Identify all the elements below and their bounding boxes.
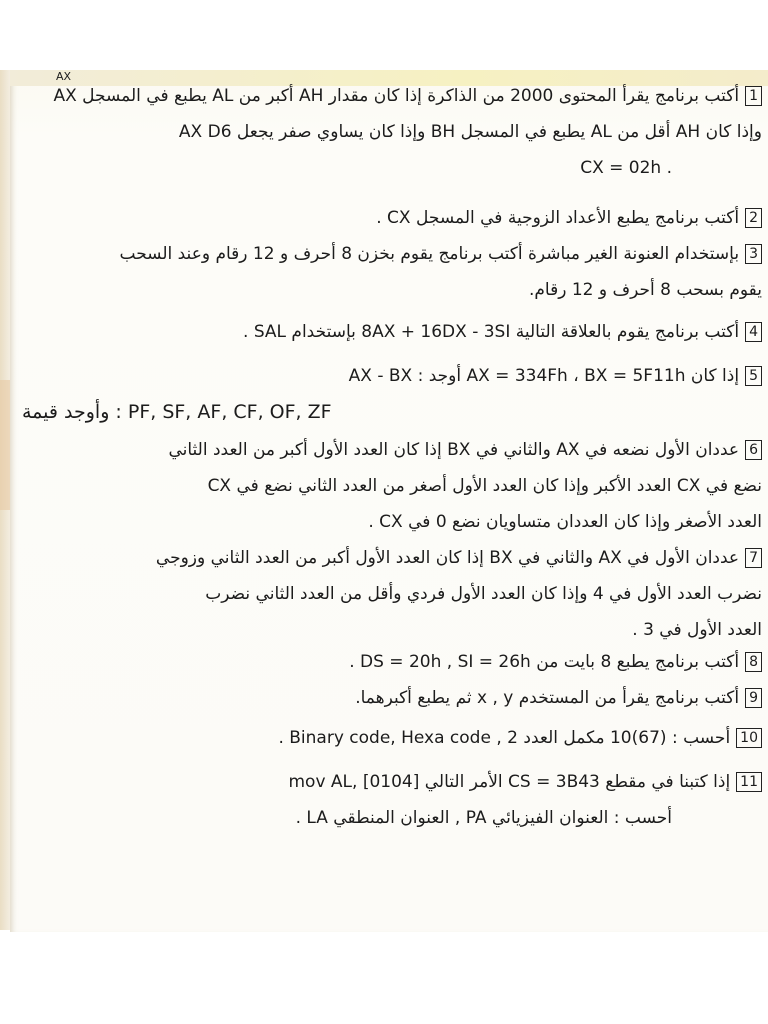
question-11-line-1 <box>22 764 762 800</box>
question-text: عددان الأول في AX والثاني في BX إذا كان العدد الأول أكبر من العدد الثاني وزوجي <box>155 548 740 568</box>
question-7 <box>22 540 762 648</box>
question-10-line-1 <box>22 720 762 756</box>
question-5-line-1 <box>22 358 762 394</box>
question-number: 9 <box>745 688 762 708</box>
question-1-line-3: . CX = 02h <box>580 158 672 178</box>
question-5-line-2: وأوجد قيمة : PF, SF, AF, CF, OF, ZF <box>22 401 332 423</box>
question-6 <box>22 432 762 540</box>
question-text: أكتب برنامج يقرأ المحتوى 2000 من الذاكرة إذا كان مقدار AH أكبر من AL يطبع في المسجل AX <box>53 86 740 106</box>
paper-edge-strip <box>0 380 10 510</box>
question-8 <box>22 644 762 680</box>
question-text: أكتب برنامج يقرأ من المستخدم x , y ثم يطبع أكبرهما. <box>355 688 740 708</box>
question-number: 2 <box>745 208 762 228</box>
question-6-line-1 <box>22 432 762 468</box>
question-7-line-1 <box>22 540 762 576</box>
q1-annotation: AX <box>56 70 72 83</box>
question-4 <box>22 314 762 350</box>
question-7-line-3: العدد الأول في 3 . <box>632 620 762 640</box>
question-3 <box>22 236 762 308</box>
question-text: إذا كتبنا في مقطع CS = 3B43 الأمر التالي mov AL, [0104] <box>288 772 731 792</box>
question-10 <box>22 720 762 756</box>
question-1-line-1 <box>22 78 762 114</box>
question-3-line-2: يقوم بسحب 8 أحرف و 12 رقام. <box>529 280 762 300</box>
exercise-list <box>22 70 762 924</box>
question-number: 7 <box>745 548 762 568</box>
question-11 <box>22 764 762 836</box>
question-number: 10 <box>736 728 762 748</box>
question-text: عددان الأول نضعه في AX والثاني في BX إذا كان العدد الأول أكبر من العدد الثاني <box>168 440 740 460</box>
question-6-line-3: العدد الأصغر وإذا كان العددان متساويان نضع 0 في CX . <box>368 512 762 532</box>
question-1 <box>22 78 762 186</box>
question-text: أحسب : (67)10 مكمل العدد 2 , Binary code, Hexa code . <box>278 728 731 748</box>
question-7-line-2: نضرب العدد الأول في 4 وإذا كان العدد الأول فردي وأقل من العدد الثاني نضرب <box>205 584 762 604</box>
question-number: 11 <box>736 772 762 792</box>
question-8-line-1 <box>22 644 762 680</box>
question-2 <box>22 200 762 236</box>
question-9-line-1 <box>22 680 762 716</box>
question-text: أكتب برنامج يطبع الأعداد الزوجية في المسجل CX . <box>376 208 740 228</box>
question-text: أكتب برنامج يطبع 8 بايت من DS = 20h , SI = 26h . <box>349 652 740 672</box>
question-number: 8 <box>745 652 762 672</box>
question-11-line-2: أحسب : العنوان الفيزيائي PA , العنوان المنطقي LA . <box>295 808 672 828</box>
question-number: 4 <box>745 322 762 342</box>
question-9 <box>22 680 762 716</box>
question-number: 5 <box>745 366 762 386</box>
question-1-line-2: وإذا كان AH أقل من AL يطبع في المسجل BH وإذا كان يساوي صفر يجعل AX D6 <box>178 122 762 142</box>
question-text: إذا كان AX = 334Fh ، BX = 5F11h أوجد : AX - BX <box>348 366 740 386</box>
question-number: 3 <box>745 244 762 264</box>
question-2-line-1 <box>22 200 762 236</box>
question-text: بإستخدام العنونة الغير مباشرة أكتب برنامج يقوم بخزن 8 أحرف و 12 رقام وعند السحب <box>119 244 740 264</box>
question-4-line-1 <box>22 314 762 350</box>
question-number: 6 <box>745 440 762 460</box>
question-5 <box>22 358 762 430</box>
question-number: 1 <box>745 86 762 106</box>
question-text: أكتب برنامج يقوم بالعلاقة التالية 8AX + 16DX - 3SI بإستخدام SAL . <box>243 322 740 342</box>
question-3-line-1 <box>22 236 762 272</box>
question-6-line-2: نضع في CX العدد الأكبر وإذا كان العدد الأول أصغر من العدد الثاني نضع في CX <box>207 476 762 496</box>
